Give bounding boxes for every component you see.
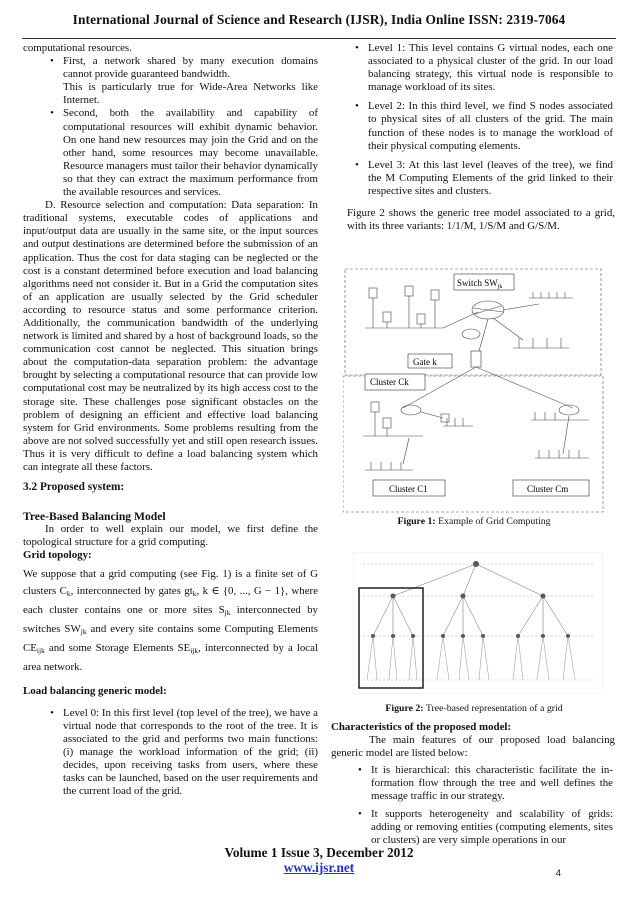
characteristics-block (331, 721, 615, 847)
figure-1-caption: Figure 1: Example of Grid Computing (397, 516, 551, 527)
gate-label: Gate k (413, 357, 437, 367)
journal-header: International Journal of Science and Research (IJSR), India Online ISSN: 2319-7064 (72, 12, 566, 27)
cluster-c1-network-icon (363, 402, 473, 470)
subsection-heading: Tree-Based Balancing Model (23, 510, 166, 524)
list-item: • It supports heterogeneity and scalability of grids: adding or removing entities (computing elements, sites or clusters) are very simple operations in our (371, 808, 613, 847)
left-column (23, 42, 318, 798)
list-item: • Level 2: In this third level, we find S nodes associated to physical sites of all clusters of the grid. The main function of these nodes is to manage the workload of their physical computing elements. (368, 100, 613, 152)
grid-topology-heading: Grid topology: (23, 549, 92, 562)
page-footer (0, 845, 638, 875)
para-characteristics-intro: The main features of our proposed load balancing generic model are listed below: (331, 734, 615, 760)
para-resource-selection: D. Resource selection and computation: Data separation: In traditional systems, executable codes of applications and input/output data are usually in the same site, or the input sources and output destinations are determined before the submission of an application. Thus the cost for data staging can be neglected or the cost is a constant determined before execution and load balancing algorithms need not consider it. But in a Grid the computation sites of an application are usually selected by the Grid scheduler according to resource status and some performance criterion. Additionally, the communication bandwidth of the underlying network is limited and shared by a host of background loads, so the communication cost cannot be neglected. This situation brings about the computation-data separation problem: the advantage brought by selecting a computational resource that can provide low computational cost may be neutralized by its high access cost to the storage site. These challenges pose significant obstacles on the problem of designing an efficient and effective load balancing system for Grid environments. Some problems resulting from the above are not solved successfully yet and still open research issues. Thus it is very difficult to define a load balancing system which can integrate all these factors. (23, 199, 318, 473)
para-continued: computational resources. (23, 42, 132, 54)
journal-website-link[interactable]: www.ijsr.net (283, 860, 355, 875)
switch-label: Switch $SW_{jk}$ (457, 278, 503, 290)
right-column (331, 42, 615, 233)
list-item: • Level 3: At this last level (leaves of the tree), we find the M Computing Elements of the grid linked to their respective sites and clusters. (368, 159, 613, 198)
figure-2-caption: Figure 2: Tree-based representation of a grid (385, 703, 563, 714)
cluster-cm-network-icon (531, 405, 589, 458)
list-item: • First, a network shared by many execution domains cannot provide guaranteed bandwidth. This is particularly true for Wide-Area Networks like Internet. (63, 55, 318, 107)
section-heading: 3.2 Proposed system: (23, 481, 125, 494)
para-grid-topology: We suppose that a grid computing (see Fig. 1) is a finite set of G clusters $C_k$, interconnected by gates $gt_k$, k ∈ {0, ..., G − 1}, where each cluster contains one or more sites $S_{jk}$ interconnected by switches $SW_{jk}$ and every site contains some Computing Elements $CE_{ijk}$ and some Storage Elements $SE_{ijk}$, interconnected by a local area network. (23, 567, 319, 673)
cluster-ck-label: Cluster Ck (370, 377, 409, 387)
para-tree-intro: In order to well explain our model, we first define the topological structure for a grid computing. (23, 523, 318, 549)
header-divider (22, 38, 616, 39)
characteristics-list (371, 764, 613, 847)
figure-2-tree-representation (353, 552, 603, 694)
volume-issue: Volume 1 Issue 3, December 2012 (224, 845, 414, 860)
list-item: • Level 1: This level contains G virtual nodes, each one associated to a physical cluster of the grid. In our load balancing strategy, this virtual node is responsible to manage workload of its sites. (368, 42, 613, 94)
site-network-icon (365, 286, 539, 364)
cluster-cm-label: Cluster Cm (527, 484, 569, 494)
gate-icon (471, 351, 481, 367)
page-number: 4 (555, 868, 561, 879)
para-fig2-intro: Figure 2 shows the generic tree model associated to a grid, with its three variants: 1/1/M, 1/S/M and G/S/M. (347, 207, 615, 233)
levels-list (63, 707, 318, 799)
levels-list-continued (368, 42, 613, 198)
challenges-list (63, 55, 318, 199)
load-balancing-heading: Load balancing generic model: (23, 684, 167, 697)
list-item: • Level 0: In this first level (top level of the tree), we have a virtual node that corresponds to the root of the tree. It is associated to the grid and performs two main functions: (i) manage the workload information of the grid; (ii) decides, upon receiving tasks from users, where these tasks can be launched, based on the user requirements and the current load of the grid. (63, 707, 318, 799)
list-item: • It is hierarchical: this characteristic facilitate the in-formation flow through the tree and well defines the message traffic in our strategy. (371, 764, 613, 803)
characteristics-heading: Characteristics of the proposed model: (331, 721, 512, 733)
figure-1-grid-computing (343, 268, 605, 514)
cluster-c1-label: Cluster C1 (389, 484, 428, 494)
gate-links (403, 367, 573, 408)
list-item: • Second, both the availability and capability of computational resources will exhibit dynamic behavior. On one hand new resources may join the Grid and on the other hand, some resources may become unavailable. Resource managers must tailor their behavior dynamically so that they can extract the maximum performance from the available resources and services. (63, 107, 318, 199)
